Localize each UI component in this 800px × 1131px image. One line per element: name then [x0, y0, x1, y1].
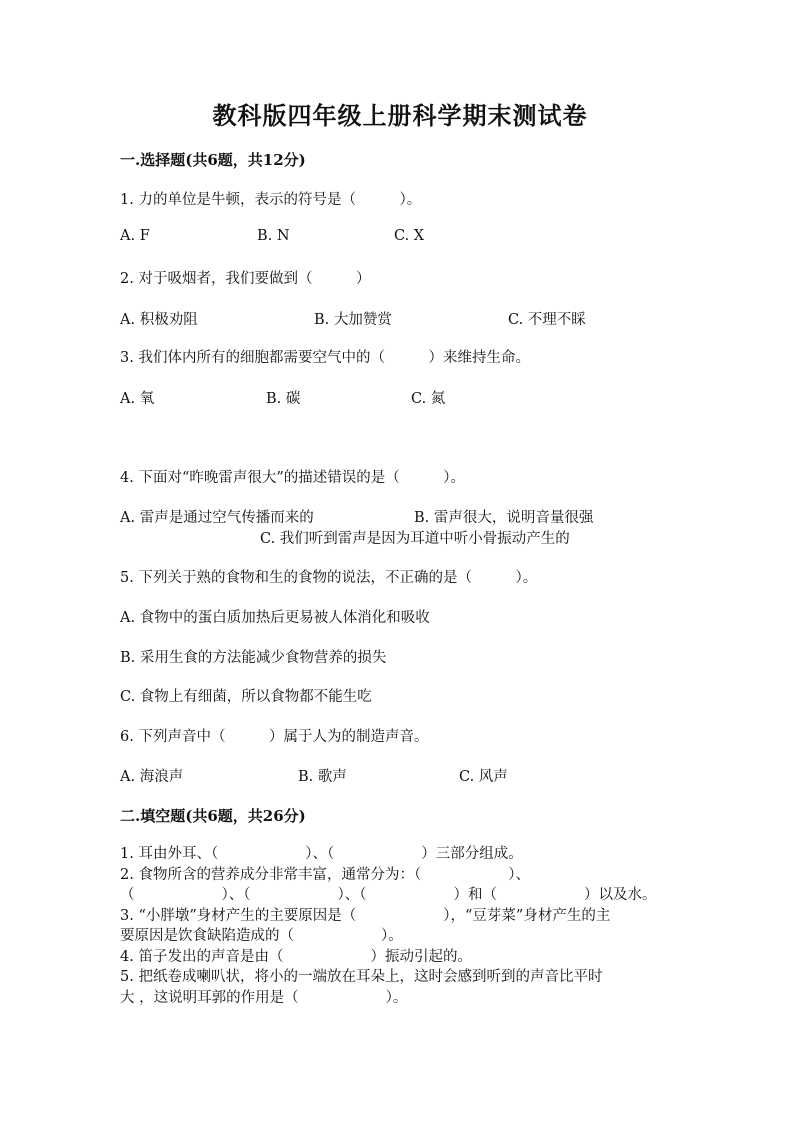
question-1-options: [120, 228, 680, 248]
fill-in-questions: [120, 844, 680, 1008]
question-3: 3. 我们体内所有的细胞都需要空气中的（ ）来维持生命。: [120, 350, 530, 366]
option-b: B. 碳: [266, 391, 301, 407]
option-b: B. 歌声: [298, 769, 347, 785]
option-b: B. 雷声很大，说明音量很强: [414, 510, 594, 526]
fill-line: （ ）、（ ）、（ ）和（ ）以及水。: [120, 887, 657, 903]
question-5-option-b: B. 采用生食的方法能减少食物营养的损失: [120, 650, 387, 666]
fill-line: 要原因是饮食缺陷造成的（ ）。: [120, 928, 403, 944]
question-4-options-row1: [120, 506, 680, 526]
question-4-options-row2: [120, 527, 680, 547]
fill-line: 2. 食物所含的营养成分非常丰富，通常分为：（ ）、: [120, 866, 530, 883]
section-heading-choice: 一.选择题(共6题，共12分): [120, 151, 306, 169]
question-5-option-c: C. 食物上有细菌，所以食物都不能生吃: [120, 689, 372, 705]
option-a: A. 积极劝阻: [120, 312, 198, 328]
option-c: C. 氮: [411, 391, 446, 407]
question-4: 4. 下面对“昨晚雷声很大”的描述错误的是（ ）。: [120, 470, 466, 486]
option-b: B. 大加赞赏: [314, 312, 392, 328]
option-c: C. 我们听到雷声是因为耳道中听小骨振动产生的: [260, 531, 570, 547]
option-a: A. 氧: [120, 391, 155, 407]
option-b: B. N: [257, 228, 290, 244]
option-a: A. 海浪声: [120, 769, 184, 785]
option-a: A. 雷声是通过空气传播而来的: [120, 510, 314, 526]
option-a: A. F: [120, 228, 150, 244]
option-c: C. X: [394, 228, 425, 244]
section-heading-fill: 二.填空题(共6题，共26分): [120, 807, 306, 825]
fill-line: 5. 把纸卷成喇叭状，将小的一端放在耳朵上，这时会感到听到的声音比平时: [120, 969, 603, 985]
question-1: 1. 力的单位是牛顿，表示的符号是（ ）。: [120, 192, 422, 208]
question-5-option-a: A. 食物中的蛋白质加热后更易被人体消化和吸收: [120, 610, 430, 626]
fill-line: 4. 笛子发出的声音是由（ ）振动引起的。: [120, 948, 472, 965]
option-c: C. 风声: [459, 769, 508, 785]
option-c: C. 不理不睬: [508, 312, 586, 328]
fill-line: 3. “小胖墩”身材产生的主要原因是（ ），“豆芽菜”身材产生的主: [120, 907, 611, 924]
question-6: 6. 下列声音中（ ）属于人为的制造声音。: [120, 729, 429, 745]
question-5: 5. 下列关于熟的食物和生的食物的说法，不正确的是（ ）。: [120, 570, 538, 586]
question-2: 2. 对于吸烟者，我们要做到（ ）: [120, 271, 371, 287]
question-3-options: [120, 387, 680, 407]
exam-title: 教科版四年级上册科学期末测试卷: [212, 101, 588, 130]
fill-line: 大 ，这说明耳郭的作用是（ ）。: [120, 989, 408, 1006]
fill-line: 1. 耳由外耳、（ ）、（ ）三部分组成。: [120, 846, 523, 862]
question-6-options: [120, 765, 680, 785]
question-2-options: [120, 308, 680, 328]
